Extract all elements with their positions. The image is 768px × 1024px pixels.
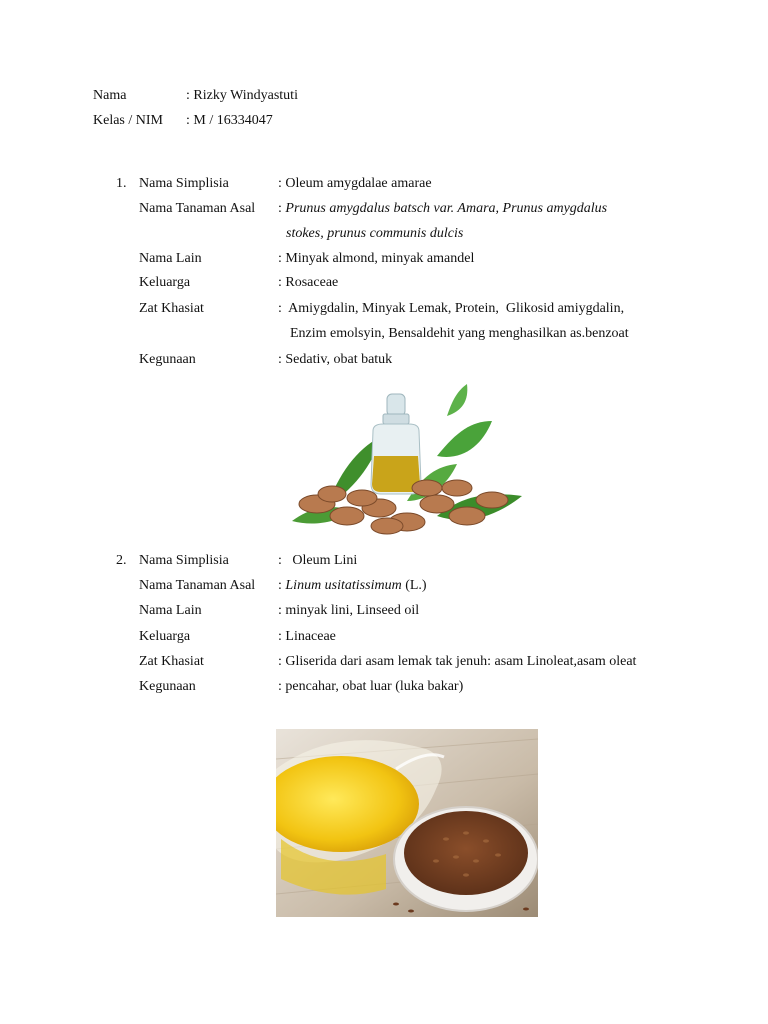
tanaman-value-cont: stokes, prunus communis dulcis: [286, 226, 464, 241]
nama-label: Nama: [93, 88, 127, 103]
simplisia-value: : Oleum Lini: [278, 553, 358, 568]
nama-lain-value: : minyak lini, Linseed oil: [278, 603, 420, 618]
simplisia-label: Nama Simplisia: [139, 176, 229, 191]
kegunaan-label: Kegunaan: [139, 679, 196, 694]
nama-lain-label: Nama Lain: [139, 603, 202, 618]
zat-khasiat-label: Zat Khasiat: [139, 654, 204, 669]
tanaman-value: : Prunus amygdalus batsch var. Amara, Prunus amygdalus: [278, 201, 608, 216]
zat-khasiat-value: : Gliserida dari asam lemak tak jenuh: asam Linoleat,asam oleat: [278, 654, 637, 669]
keluarga-value: : Rosaceae: [278, 275, 339, 290]
kegunaan-label: Kegunaan: [139, 352, 196, 367]
simplisia-label: Nama Simplisia: [139, 553, 229, 568]
nama-value: : Rizky Windyastuti: [186, 88, 298, 103]
entry-number: 1.: [116, 176, 127, 191]
keluarga-label: Keluarga: [139, 629, 191, 644]
tanaman-value: : Linum usitatissimum (L.): [278, 578, 427, 593]
simplisia-value: : Oleum amygdalae amarae: [278, 176, 432, 191]
zat-khasiat-value: : Amiygdalin, Minyak Lemak, Protein, Glikosid amiygdalin,: [278, 301, 625, 316]
zat-khasiat-value-cont: Enzim emolsyin, Bensaldehit yang menghasilkan as.benzoat: [290, 326, 629, 341]
kegunaan-value: : Sedativ, obat batuk: [278, 352, 393, 367]
kelas-nim-label: Kelas / NIM: [93, 113, 163, 128]
linseed-oil-photo: [276, 729, 538, 917]
tanaman-label: Nama Tanaman Asal: [139, 201, 256, 216]
nama-lain-value: : Minyak almond, minyak amandel: [278, 251, 475, 266]
kegunaan-value: : pencahar, obat luar (luka bakar): [278, 679, 464, 694]
tanaman-label: Nama Tanaman Asal: [139, 578, 256, 593]
nama-lain-label: Nama Lain: [139, 251, 202, 266]
kelas-nim-value: : M / 16334047: [186, 113, 273, 128]
keluarga-value: : Linaceae: [278, 629, 336, 644]
keluarga-label: Keluarga: [139, 275, 191, 290]
entry-number: 2.: [116, 553, 127, 568]
almond-oil-photo: [287, 376, 527, 542]
zat-khasiat-label: Zat Khasiat: [139, 301, 204, 316]
